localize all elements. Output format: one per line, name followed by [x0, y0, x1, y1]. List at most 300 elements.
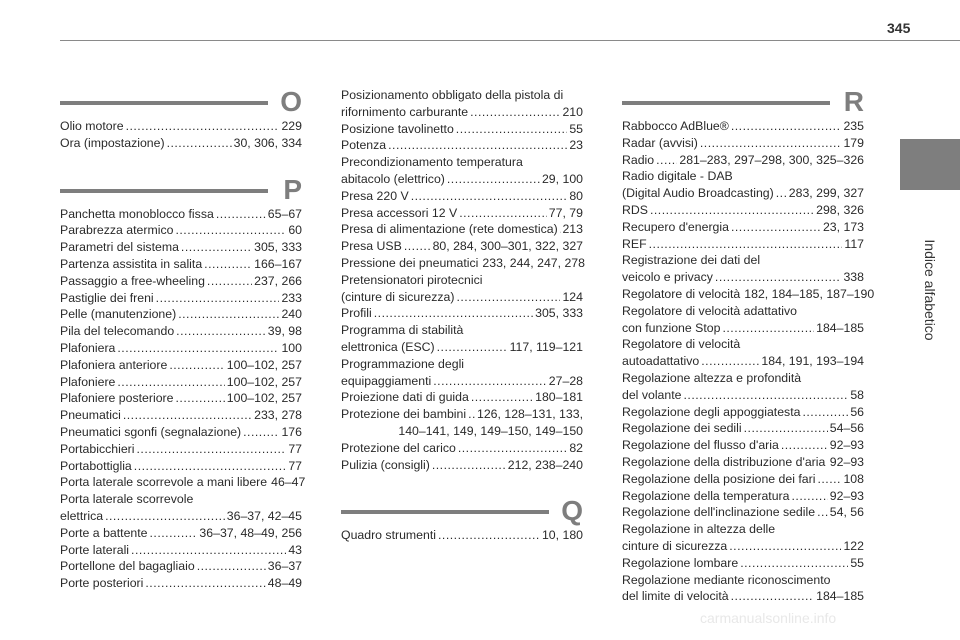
- entry-term: Potenza: [341, 138, 387, 153]
- dot-leader: [468, 406, 475, 423]
- entry-pages: 36–37: [267, 559, 302, 574]
- index-entry: [341, 356, 583, 390]
- index-entry: [341, 205, 583, 222]
- index-entry: [622, 437, 864, 454]
- index-entry: [60, 290, 302, 307]
- entry-term: Portabicchieri: [60, 441, 135, 456]
- entry-text-line: Pretensionatori pirotecnici: [341, 272, 483, 287]
- dot-leader: [175, 222, 286, 239]
- dot-leader: [656, 152, 677, 169]
- entry-pages: 182, 184–185, 187–190: [744, 286, 875, 301]
- entry-row: [60, 256, 302, 273]
- index-entry: [341, 272, 583, 306]
- entry-pages: 39, 98: [267, 324, 302, 339]
- index-entry: [622, 168, 864, 202]
- entry-row: [60, 340, 302, 357]
- entry-row: [622, 185, 864, 202]
- dot-leader: [729, 538, 841, 555]
- dot-leader: [137, 441, 287, 458]
- entry-row: [60, 407, 302, 424]
- section-header: [60, 173, 302, 205]
- entry-row: [60, 542, 302, 559]
- dot-leader: [456, 121, 568, 138]
- index-entry: [622, 202, 864, 219]
- index-entry: [60, 390, 302, 407]
- entry-pages: 92–93: [829, 454, 864, 469]
- entry-term: Presa 220 V: [341, 188, 409, 203]
- entry-term: rifornimento carburante: [341, 104, 469, 119]
- entry-term: Pneumatici: [60, 408, 121, 423]
- dot-leader: [458, 440, 567, 457]
- entry-pages: 233, 278: [254, 408, 302, 423]
- dot-leader: [740, 555, 848, 572]
- entry-row: [622, 504, 864, 521]
- entry-pages: 54, 56: [829, 505, 864, 520]
- entry-pages: 30, 306, 334: [233, 135, 302, 150]
- index-entry: [341, 137, 583, 154]
- index-entry: [341, 154, 583, 188]
- dot-leader: [204, 256, 252, 273]
- section-tab-label: Indice alfabetico: [922, 239, 938, 341]
- index-entry: [60, 222, 302, 239]
- entry-term: del volante: [622, 387, 682, 402]
- index-entry: [341, 322, 583, 356]
- index-entry: [60, 239, 302, 256]
- entry-term: abitacolo (elettrico): [341, 171, 445, 186]
- entry-pages: 117, 119–121: [509, 339, 583, 354]
- entry-term: REF: [622, 236, 647, 251]
- entry-row: [60, 424, 302, 441]
- section-tab-marker: [900, 139, 960, 190]
- dot-leader: [105, 508, 225, 525]
- entry-term: Radio: [622, 152, 655, 167]
- section-gap: [60, 152, 302, 174]
- section-gap: [341, 473, 583, 495]
- entry-pages: 100–102, 257: [226, 391, 302, 406]
- entry-term: Passaggio a free-wheeling: [60, 273, 205, 288]
- entry-row: [60, 222, 302, 239]
- index-entry: [622, 572, 864, 606]
- dot-leader: [683, 387, 848, 404]
- dot-leader: [181, 239, 252, 256]
- entry-pages: 212, 238–240: [507, 457, 583, 472]
- entry-row: [60, 306, 302, 323]
- dot-leader: [791, 488, 827, 505]
- entry-row: [60, 206, 302, 223]
- entry-pages: 100–102, 257: [226, 374, 302, 389]
- dot-leader: [178, 306, 279, 323]
- index-entry: [60, 458, 302, 475]
- dot-leader: [437, 339, 508, 356]
- entry-term: Ora (impostazione): [60, 135, 165, 150]
- entry-row: [622, 135, 864, 152]
- index-entry: [622, 118, 864, 135]
- entry-term: Pelle (manutenzione): [60, 307, 177, 322]
- dot-leader: [404, 238, 431, 255]
- entry-row: [60, 390, 302, 407]
- dot-leader: [560, 221, 561, 238]
- entry-row: [60, 273, 302, 290]
- index-entry: [622, 454, 864, 471]
- entry-row: [622, 353, 864, 370]
- entry-term: Regolazione lombare: [622, 555, 739, 570]
- entry-term: Regolazione dei sedili: [622, 421, 742, 436]
- entry-pages: 80, 284, 300–301, 322, 327: [432, 239, 583, 254]
- entry-pages: 27–28: [548, 373, 583, 388]
- entry-pages: 117: [844, 236, 864, 251]
- index-entry: [60, 474, 306, 491]
- dot-leader: [701, 353, 759, 370]
- entry-pages: 184–185: [816, 320, 864, 335]
- dot-leader: [802, 404, 848, 421]
- section-letter: Q: [561, 495, 583, 527]
- entry-row: [622, 269, 864, 286]
- dot-leader: [650, 202, 814, 219]
- entry-row: [341, 171, 583, 188]
- dot-leader: [388, 137, 567, 154]
- entry-text-line: Precondizionamento temperatura: [341, 155, 523, 170]
- index-entry: [341, 121, 583, 138]
- entry-term: Quadro strumenti: [341, 528, 437, 543]
- entry-row: [60, 374, 302, 391]
- index-entry: [60, 340, 302, 357]
- entry-pages: 92–93: [829, 488, 864, 503]
- entry-row: [341, 104, 583, 121]
- entry-term: Regolazione dell'inclinazione sedile: [622, 505, 816, 520]
- entry-pages: 77: [288, 441, 302, 456]
- entry-row: [341, 440, 583, 457]
- dot-leader: [731, 588, 815, 605]
- section-letter: O: [280, 86, 302, 117]
- entry-term: Portabottiglia: [60, 458, 132, 473]
- entry-term: Posizione tavolinetto: [341, 121, 454, 136]
- entry-term: equipaggiamenti: [341, 373, 432, 388]
- entry-row: [622, 118, 864, 135]
- entry-row: [341, 221, 583, 238]
- entry-pages: 100–102, 257: [226, 357, 302, 372]
- dot-leader: [145, 575, 265, 592]
- entry-term: Pastiglie dei freni: [60, 290, 154, 305]
- entry-pages: 36–37, 48–49, 256: [199, 525, 302, 540]
- entry-pages: 56: [850, 404, 864, 419]
- entry-term: Presa accessori 12 V: [341, 205, 458, 220]
- index-entry: [60, 357, 302, 374]
- dot-leader: [433, 373, 547, 390]
- entry-row: [341, 457, 583, 474]
- entry-row: [622, 454, 864, 471]
- watermark: carmanualsonline.info: [700, 610, 837, 626]
- entry-pages: 29, 100: [541, 171, 583, 186]
- index-entry: [60, 542, 302, 559]
- entry-row: [60, 441, 302, 458]
- entry-row: [60, 508, 302, 525]
- entry-row: [622, 420, 864, 437]
- dot-leader: [459, 205, 547, 222]
- entry-term: Pressione dei pneumatici: [341, 255, 479, 270]
- index-entry: [60, 424, 302, 441]
- entry-term: Protezione dei bambini: [341, 407, 467, 422]
- dot-leader: [175, 390, 224, 407]
- header-rule: [60, 40, 960, 41]
- dot-leader: [438, 527, 540, 544]
- index-entry: [622, 370, 864, 404]
- section-letter: P: [283, 173, 302, 205]
- entry-pages: 10, 180: [541, 528, 583, 543]
- entry-pages: 237, 266: [254, 273, 302, 288]
- index-entry: [622, 135, 864, 152]
- dot-leader: [456, 289, 560, 306]
- entry-term: del limite di velocità: [622, 589, 729, 604]
- dot-leader: [731, 118, 842, 135]
- entry-row: [622, 152, 864, 169]
- entry-row: [341, 305, 583, 322]
- entry-pages: 176: [281, 424, 302, 439]
- entry-row: [341, 238, 583, 255]
- entry-term: Panchetta monoblocco fissa: [60, 206, 214, 221]
- entry-pages: 213: [562, 222, 583, 237]
- index-entry: [622, 521, 864, 555]
- entry-term: Plafoniera: [60, 340, 116, 355]
- index-column-3: [622, 86, 875, 605]
- entry-term: Regolatore di velocità: [622, 286, 741, 301]
- entry-row: [622, 555, 864, 572]
- entry-term: Porte laterali: [60, 542, 130, 557]
- index-entry: [60, 441, 302, 458]
- entry-term: Protezione del carico: [341, 440, 456, 455]
- entry-term: Porte posteriori: [60, 576, 144, 591]
- index-entry: [341, 188, 583, 205]
- entry-row: [60, 323, 302, 340]
- index-entry: [622, 504, 864, 521]
- entry-text-line: Regolatore di velocità adattativo: [622, 303, 797, 318]
- entry-row: [622, 236, 864, 253]
- entry-row: [60, 474, 306, 491]
- entry-pages: 80: [569, 188, 583, 203]
- entry-pages: 48–49: [267, 576, 302, 591]
- dot-leader: [649, 236, 843, 253]
- index-entry: [341, 527, 583, 544]
- entry-term: Presa di alimentazione (rete domestica): [341, 222, 558, 237]
- index-entry: [341, 238, 583, 255]
- index-entry: [60, 525, 302, 542]
- index-entry: [60, 323, 302, 340]
- entry-row: [622, 286, 875, 303]
- index-entry: [60, 256, 302, 273]
- index-entry: [60, 273, 302, 290]
- entry-pages: 65–67: [267, 206, 302, 221]
- dot-leader: [169, 357, 224, 374]
- dot-leader: [243, 424, 279, 441]
- dot-leader: [432, 457, 506, 474]
- dot-leader: [722, 320, 814, 337]
- entry-text-line: Posizionamento obbligato della pistola di: [341, 88, 564, 102]
- entry-row: [341, 137, 583, 154]
- index-entry: [341, 389, 583, 406]
- section-header: [622, 86, 864, 117]
- entry-row: [60, 558, 302, 575]
- dot-leader: [817, 504, 828, 521]
- entry-term: autoadattativo: [622, 354, 700, 369]
- entry-pages: 46–47: [271, 475, 306, 490]
- entry-text-line: Programmazione degli: [341, 356, 465, 371]
- entry-pages: 43: [288, 542, 302, 557]
- index-entry: [341, 255, 583, 272]
- index-entry: [622, 236, 864, 253]
- index-entry: [622, 219, 864, 236]
- entry-term: Recupero d'energia: [622, 219, 729, 234]
- entry-text-line: Porta laterale scorrevole: [60, 492, 194, 507]
- section-header: [341, 495, 583, 527]
- section-header: [60, 86, 302, 117]
- entry-text-line: Regolazione mediante riconoscimento: [622, 572, 831, 587]
- entry-pages: 305, 333: [535, 306, 583, 321]
- dot-leader: [117, 374, 224, 391]
- entry-row: [341, 373, 583, 390]
- entry-term: Proiezione dati di guida: [341, 390, 469, 405]
- dot-leader: [781, 437, 828, 454]
- index-entry: [622, 152, 864, 169]
- entry-pages: 124: [562, 289, 583, 304]
- index-entry: [622, 252, 864, 286]
- entry-row: [622, 538, 864, 555]
- entry-row: [622, 588, 864, 605]
- entry-term: Plafoniere: [60, 374, 116, 389]
- entry-pages: 338: [843, 270, 864, 285]
- index-entry: [341, 406, 583, 440]
- entry-term: RDS: [622, 202, 648, 217]
- dot-leader: [150, 525, 198, 542]
- entry-term: Porta laterale scorrevole a mani libere: [60, 475, 268, 490]
- index-entry: [60, 306, 302, 323]
- index-entry: [622, 471, 864, 488]
- entry-pages: 283, 299, 327: [788, 186, 864, 201]
- dot-leader: [216, 206, 266, 223]
- dot-leader: [126, 118, 280, 135]
- entry-pages: 82: [569, 440, 583, 455]
- section-rule: [622, 101, 830, 105]
- entry-pages: 229: [281, 119, 302, 133]
- entry-text-line: Registrazione dei dati del: [622, 253, 761, 268]
- entry-row: [622, 471, 864, 488]
- entry-pages: 60: [288, 223, 302, 238]
- entry-term: Radar (avvisi): [622, 135, 698, 150]
- dot-leader: [207, 273, 252, 290]
- entry-pages: 298, 326: [816, 202, 864, 217]
- dot-leader: [776, 185, 787, 202]
- dot-leader: [744, 420, 828, 437]
- entry-row: [60, 290, 302, 307]
- entry-row: [341, 406, 583, 423]
- entry-row: [60, 525, 302, 542]
- dot-leader: [715, 269, 842, 286]
- entry-term: Regolazione della temperatura: [622, 488, 790, 503]
- entry-term: veicolo e privacy: [622, 270, 713, 285]
- index-entry: [341, 440, 583, 457]
- entry-row: [341, 339, 583, 356]
- entry-text-line: Radio digitale - DAB: [622, 169, 733, 184]
- dot-leader: [471, 389, 533, 406]
- entry-pages: 179: [843, 135, 864, 150]
- entry-row: [622, 202, 864, 219]
- entry-pages: 240: [281, 307, 302, 322]
- index-entry: [60, 558, 302, 575]
- entry-term: cinture di sicurezza: [622, 538, 728, 553]
- entry-term: Regolazione della distribuzione d'aria: [622, 454, 826, 469]
- entry-pages-continued: 140–141, 149, 149–150, 149–150: [398, 423, 583, 438]
- entry-pages: 126, 128–131, 133,: [477, 407, 583, 422]
- entry-pages: 55: [569, 121, 583, 136]
- entry-pages: 77: [288, 458, 302, 473]
- dot-leader: [176, 323, 266, 340]
- entry-pages: 184, 191, 193–194: [761, 354, 864, 369]
- index-entry: [60, 407, 302, 424]
- entry-pages: 36–37, 42–45: [226, 508, 302, 523]
- index-entry: [341, 457, 583, 474]
- entry-row: [622, 320, 864, 337]
- dot-leader: [470, 104, 560, 121]
- index-entry: [60, 206, 302, 223]
- entry-pages: 54–56: [829, 421, 864, 436]
- entry-pages: 108: [843, 471, 864, 486]
- entry-term: Pulizia (consigli): [341, 457, 430, 472]
- section-rule: [60, 101, 268, 105]
- entry-pages: 23, 173: [822, 219, 864, 234]
- entry-text-line: Programma di stabilità: [341, 323, 464, 338]
- index-entry: [60, 118, 302, 135]
- entry-text-line: Regolazione altezza e profondità: [622, 370, 802, 385]
- index-entry: [622, 555, 864, 572]
- entry-text-line: Regolatore di velocità: [622, 337, 741, 352]
- dot-leader: [117, 340, 279, 357]
- index-entry: [622, 404, 864, 421]
- entry-pages: 77, 79: [548, 205, 583, 220]
- entry-term: Rabbocco AdBlue®: [622, 119, 729, 133]
- entry-pages: 58: [850, 387, 864, 402]
- index-entry: [622, 336, 864, 370]
- entry-term: Portellone del bagagliaio: [60, 559, 195, 574]
- entry-pages: 23: [569, 138, 583, 153]
- index-entry: [622, 420, 864, 437]
- dot-leader: [731, 219, 821, 236]
- entry-term: Plafoniere posteriore: [60, 391, 174, 406]
- section-letter: R: [843, 86, 864, 117]
- section-rule: [341, 510, 549, 514]
- entry-term: (cinture di sicurezza): [341, 289, 455, 304]
- index-column-2: [341, 87, 583, 544]
- index-entry: [60, 135, 302, 152]
- entry-row: [341, 188, 583, 205]
- entry-term: Porte a battente: [60, 525, 148, 540]
- entry-term: Profili: [341, 306, 372, 321]
- entry-row: [341, 527, 583, 544]
- entry-row: [60, 135, 302, 152]
- entry-row: [341, 389, 583, 406]
- entry-term: con funzione Stop: [622, 320, 721, 335]
- entry-row: [622, 488, 864, 505]
- section-rule: [60, 189, 268, 193]
- entry-row: [622, 219, 864, 236]
- index-entry: [622, 488, 864, 505]
- index-entry: [60, 374, 302, 391]
- entry-row: [60, 458, 302, 475]
- entry-term: elettrica: [60, 508, 104, 523]
- entry-term: Parametri del sistema: [60, 240, 179, 255]
- entry-row: [341, 289, 583, 306]
- entry-pages: 233: [281, 290, 302, 305]
- entry-term: (Digital Audio Broadcasting): [622, 186, 774, 201]
- entry-row: [60, 118, 302, 135]
- entry-pages: 210: [562, 104, 583, 119]
